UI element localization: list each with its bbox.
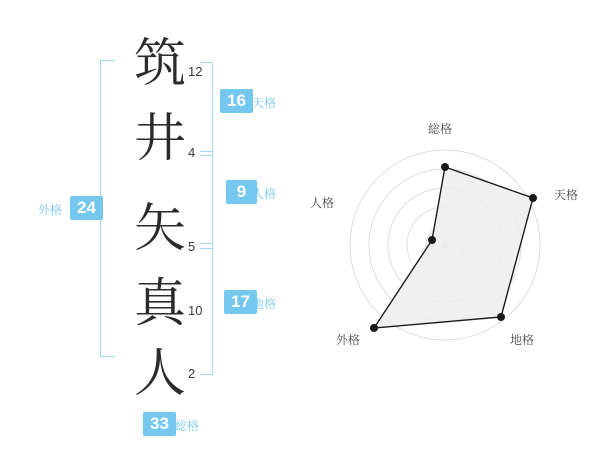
score-label-soukaku: 総格: [175, 419, 200, 433]
bracket-chikaku: [200, 243, 213, 375]
radar-label-chikaku: 地格: [510, 333, 535, 347]
radar-label-soukaku: 総格: [428, 122, 453, 136]
score-chip-tenkaku: 16: [220, 89, 253, 113]
score-chip-soukaku: 33: [143, 412, 176, 436]
score-label-gaikaku: 外格: [38, 203, 63, 217]
kanji-char-4: 真: [133, 274, 186, 334]
score-chip-chikaku: 17: [224, 290, 257, 314]
score-label-jinkaku: 人格: [252, 187, 277, 201]
stroke-count-2: 4: [188, 145, 196, 160]
score-chip-gaikaku: 24: [70, 196, 103, 220]
score-label-chikaku: 地格: [252, 297, 277, 311]
stroke-count-4: 10: [188, 303, 203, 318]
score-chip-jinkaku: 9: [226, 180, 257, 204]
radar-label-gaikaku: 外格: [336, 333, 361, 347]
radar-label-jinkaku: 人格: [310, 196, 335, 210]
kanji-char-2: 井: [133, 109, 186, 169]
stroke-count-5: 2: [188, 366, 196, 381]
radar-chart-svg: [310, 0, 600, 470]
kanji-char-1: 筑: [133, 34, 186, 94]
radar-data-polygon: [374, 167, 533, 328]
bracket-tenkaku: [200, 62, 213, 156]
radar-label-tenkaku: 天格: [554, 188, 579, 202]
kanji-char-3: 矢: [133, 199, 186, 259]
radar-chart: [310, 0, 600, 470]
score-label-tenkaku: 天格: [252, 96, 277, 110]
bracket-jinkaku: [200, 151, 213, 249]
kanji-char-5: 人: [133, 344, 186, 404]
stroke-count-3: 5: [188, 239, 196, 254]
stroke-count-1: 12: [188, 64, 203, 79]
